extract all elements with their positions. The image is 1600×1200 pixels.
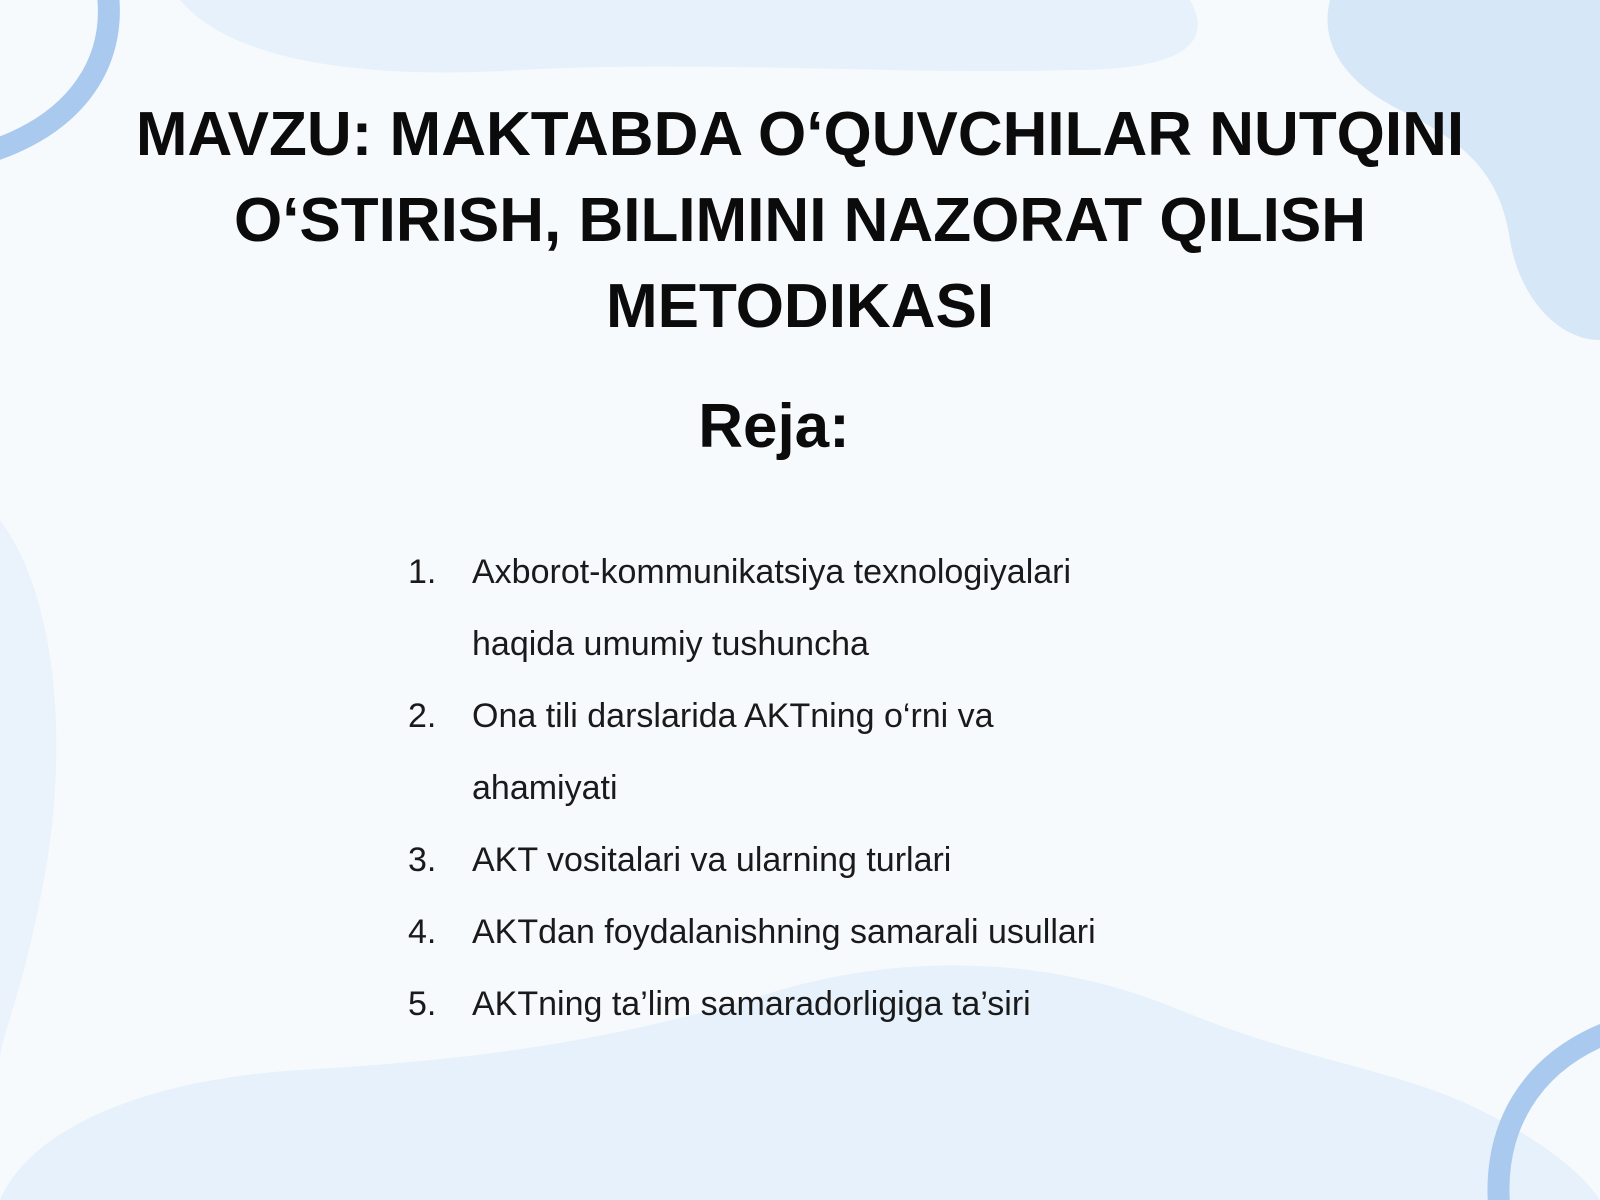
- plan-list: [408, 536, 1168, 1040]
- plan-item-text: AKTdan foydalanishning samarali usullari: [472, 913, 1096, 951]
- plan-item: [408, 968, 1168, 1040]
- plan-item: [408, 680, 1168, 824]
- plan-item-number: 1.: [408, 553, 437, 591]
- plan-item-number: 5.: [408, 985, 437, 1023]
- plan-item: [408, 896, 1168, 968]
- plan-item-text: AKT vositalari va ularning turlari: [472, 841, 952, 879]
- plan-heading: Reja:: [698, 392, 850, 461]
- plan-item-number: 3.: [408, 841, 437, 879]
- plan-item: [408, 824, 1168, 896]
- plan-item-number: 2.: [408, 697, 437, 735]
- plan-item-number: 4.: [408, 913, 437, 951]
- plan-item-text: Axborot-kommunikatsiya texnologiyalari haqida umumiy tushuncha: [472, 553, 1072, 663]
- slide-title: MAVZU: MAKTABDA O‘QUVCHILAR NUTQINI O‘STIRISH, BILIMINI NAZORAT QILISH METODIKASI: [135, 100, 1465, 341]
- plan-item-text: AKTning ta’lim samaradorligiga ta’siri: [472, 985, 1031, 1023]
- plan-item: [408, 536, 1168, 680]
- plan-item-text: Ona tili darslarida AKTning o‘rni va ahamiyati: [472, 697, 994, 807]
